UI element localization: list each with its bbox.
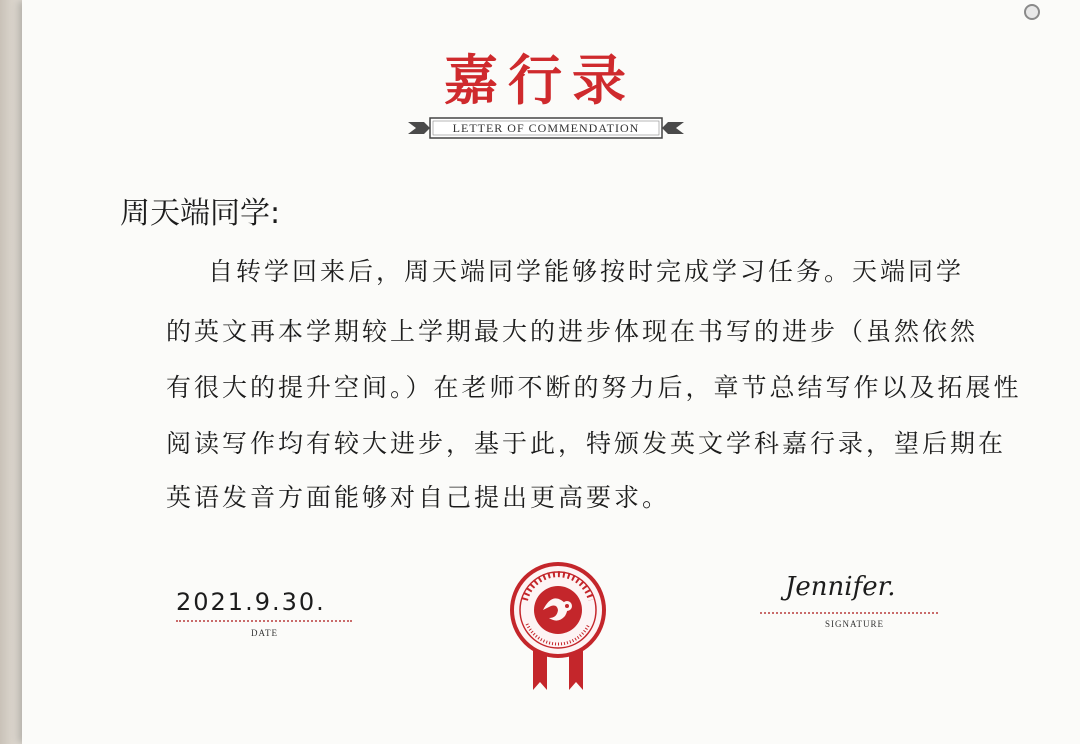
- body-line-3: 有很大的提升空间。）在老师不断的努力后，章节总结写作以及拓展性: [166, 373, 1022, 402]
- subtitle-banner: [408, 116, 684, 140]
- date-caption: DATE: [251, 628, 278, 638]
- body-line-5: 英语发音方面能够对自己提出更高要求。: [166, 483, 671, 512]
- certificate-subtitle: LETTER OF COMMENDATION: [452, 121, 640, 135]
- signature-line: [760, 612, 938, 614]
- body-line-1: 自转学回来后，周天端同学能够按时完成学习任务。天端同学: [208, 257, 965, 286]
- salutation: 周天端同学:: [120, 196, 281, 231]
- date-line: [176, 620, 352, 622]
- date-value: 2021.9.30.: [176, 588, 326, 616]
- signature-value: Jennifer.: [785, 572, 896, 602]
- certificate-title: 嘉行录: [444, 48, 636, 112]
- signature-caption: SIGNATURE: [825, 619, 885, 629]
- pin-icon: [1024, 4, 1040, 20]
- body-line-2: 的英文再本学期较上学期最大的进步体现在书写的进步（虽然依然: [166, 317, 979, 346]
- school-seal: [503, 560, 613, 695]
- school-seal-icon: [503, 560, 613, 695]
- body-line-4: 阅读写作均有较大进步，基于此，特颁发英文学科嘉行录，望后期在: [166, 429, 1007, 458]
